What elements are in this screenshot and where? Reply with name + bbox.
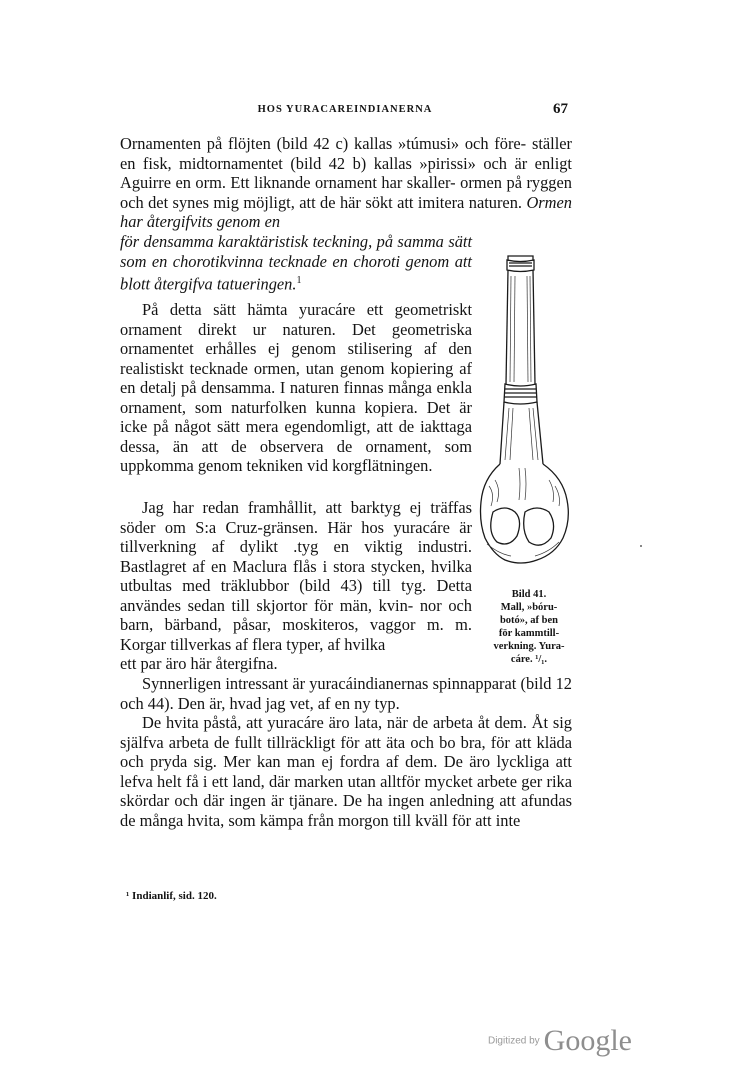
paragraph-1 <box>120 134 572 232</box>
paragraph-1-italic <box>120 232 472 294</box>
paragraph-4 <box>120 674 572 713</box>
caption-line: Mall, »bóru- <box>500 602 558 613</box>
text-line: där ingen är tjänare. De ha ingen anledning att afundas de <box>120 791 572 830</box>
text-line: ormen på ryggen och det synes mig möjligt, att de här <box>120 173 572 212</box>
text-line: dem. Åt sig själfva arbeta de fullt tillräckligt för att äta och <box>120 713 572 752</box>
text-line: hvilka utbultas med träklubbor (bild 43) till tyg. <box>120 556 472 595</box>
text-line: m. m. Korgar tillverkas af flera typer, af hvilka <box>120 615 472 654</box>
text-line: De hvita påstå, att yuracáre äro lata, när de arbeta åt <box>142 713 490 732</box>
text-line: där marken utan alltför mycket arbete ger rika skördar och <box>120 771 572 810</box>
text-line: Detta användes sedan till skjortor för män, kvin- <box>120 576 472 615</box>
text-line: söder om S:a Cruz-gränsen. Här hos yuracáre <box>120 517 450 537</box>
text-line: många hvita, som kämpa från morgon till kväll för att inte <box>139 810 521 830</box>
text-line: nor och barn, bärband, påsar, moskiteros, vaggor <box>120 595 472 634</box>
italic-line: att blott återgifva tatueringen. <box>120 251 472 294</box>
page-number: 67 <box>553 101 568 117</box>
scan-speck <box>640 545 642 547</box>
caption-line: botó», af ben <box>499 615 559 626</box>
italic-line: sätt som en chorotikvinna tecknade en choroti genom <box>120 232 472 271</box>
text-line: är enligt Aguirre en orm. Ett liknande ornament har skaller- <box>120 153 572 192</box>
italic-line: för densamma karaktäristisk teckning, på samma <box>120 232 444 251</box>
google-logo: Google <box>543 1024 632 1057</box>
text-line: är tillverkning af dylikt .tyg en viktig industri. <box>120 517 472 556</box>
text-line: ornamentet erhålles ej genom stilisering af den <box>120 339 472 358</box>
text-line: Ornamenten på flöjten (bild 42 c) kallas »túmusi» och före- <box>120 134 527 153</box>
text-line: ornament direkt ur naturen. Det geometriska <box>120 319 472 339</box>
page-header <box>120 101 570 124</box>
text-line: realistiskt tecknade ormen, utan genom kopiering <box>120 358 454 378</box>
figure-caption <box>478 588 580 666</box>
text-line: bo bra, för att kläda och pryda sig. Mer kan man ej <box>120 732 573 771</box>
text-line: ställer en fisk, midtornamentet (bild 42 b) kallas »pirissi» och <box>120 134 573 173</box>
caption-line: verkning. Yura- <box>493 641 565 652</box>
paragraph-2 <box>120 300 472 476</box>
text-line: korgflätningen. <box>332 456 433 475</box>
text-line: Det är icke på något sätt mera egendomligt, <box>120 397 472 436</box>
italic-text: Ormen har återgifvits genom en <box>120 192 572 231</box>
text-line: ornament, som uppkomma genom tekniken vid <box>120 436 472 475</box>
running-head: HOS YURACAREINDIANERNA <box>257 104 433 115</box>
footnote-marker: 1 <box>296 275 302 286</box>
bone-mold-illustration <box>475 254 575 586</box>
text-line: ett par äro här återgifna. <box>120 654 278 673</box>
text-line: fordra af dem. De äro lyckliga att lefva helt få i ett land, <box>120 752 572 791</box>
footnote: ¹ Indianlif, sid. 120. <box>126 890 217 902</box>
text-line: Synnerligen intressant är yuracáindianernas spinnapparat <box>142 674 517 693</box>
caption-line: cáre. ¹/₁. <box>510 654 548 665</box>
watermark-prefix: Digitized by <box>487 1035 540 1047</box>
caption-line: Bild 41. <box>511 589 547 600</box>
paragraph-5 <box>120 713 572 830</box>
caption-line: för kammtill- <box>498 628 560 639</box>
paragraph-3 <box>120 498 472 654</box>
digitized-watermark <box>488 1024 632 1058</box>
text-line: På detta sätt hämta yuracáre ett geometriskt <box>142 300 472 319</box>
text-line: Jag har redan framhållit, att barktyg ej träffas <box>142 498 472 517</box>
text-line: Bastlagret af en Maclura flås i stora stycken, <box>120 556 426 576</box>
text-line: enkla ornament, som naturfolken kunna kopiera. <box>120 378 472 417</box>
text-line: af en detalj på densamma. I naturen finnas många <box>120 358 472 397</box>
text-line: (bild 12 och 44). Den är, hvad jag vet, af en ny typ. <box>120 674 572 713</box>
text-line: att de iakttaga dessa, än att de observera de <box>120 417 472 456</box>
text-line: sökt att imitera naturen. <box>365 192 523 212</box>
